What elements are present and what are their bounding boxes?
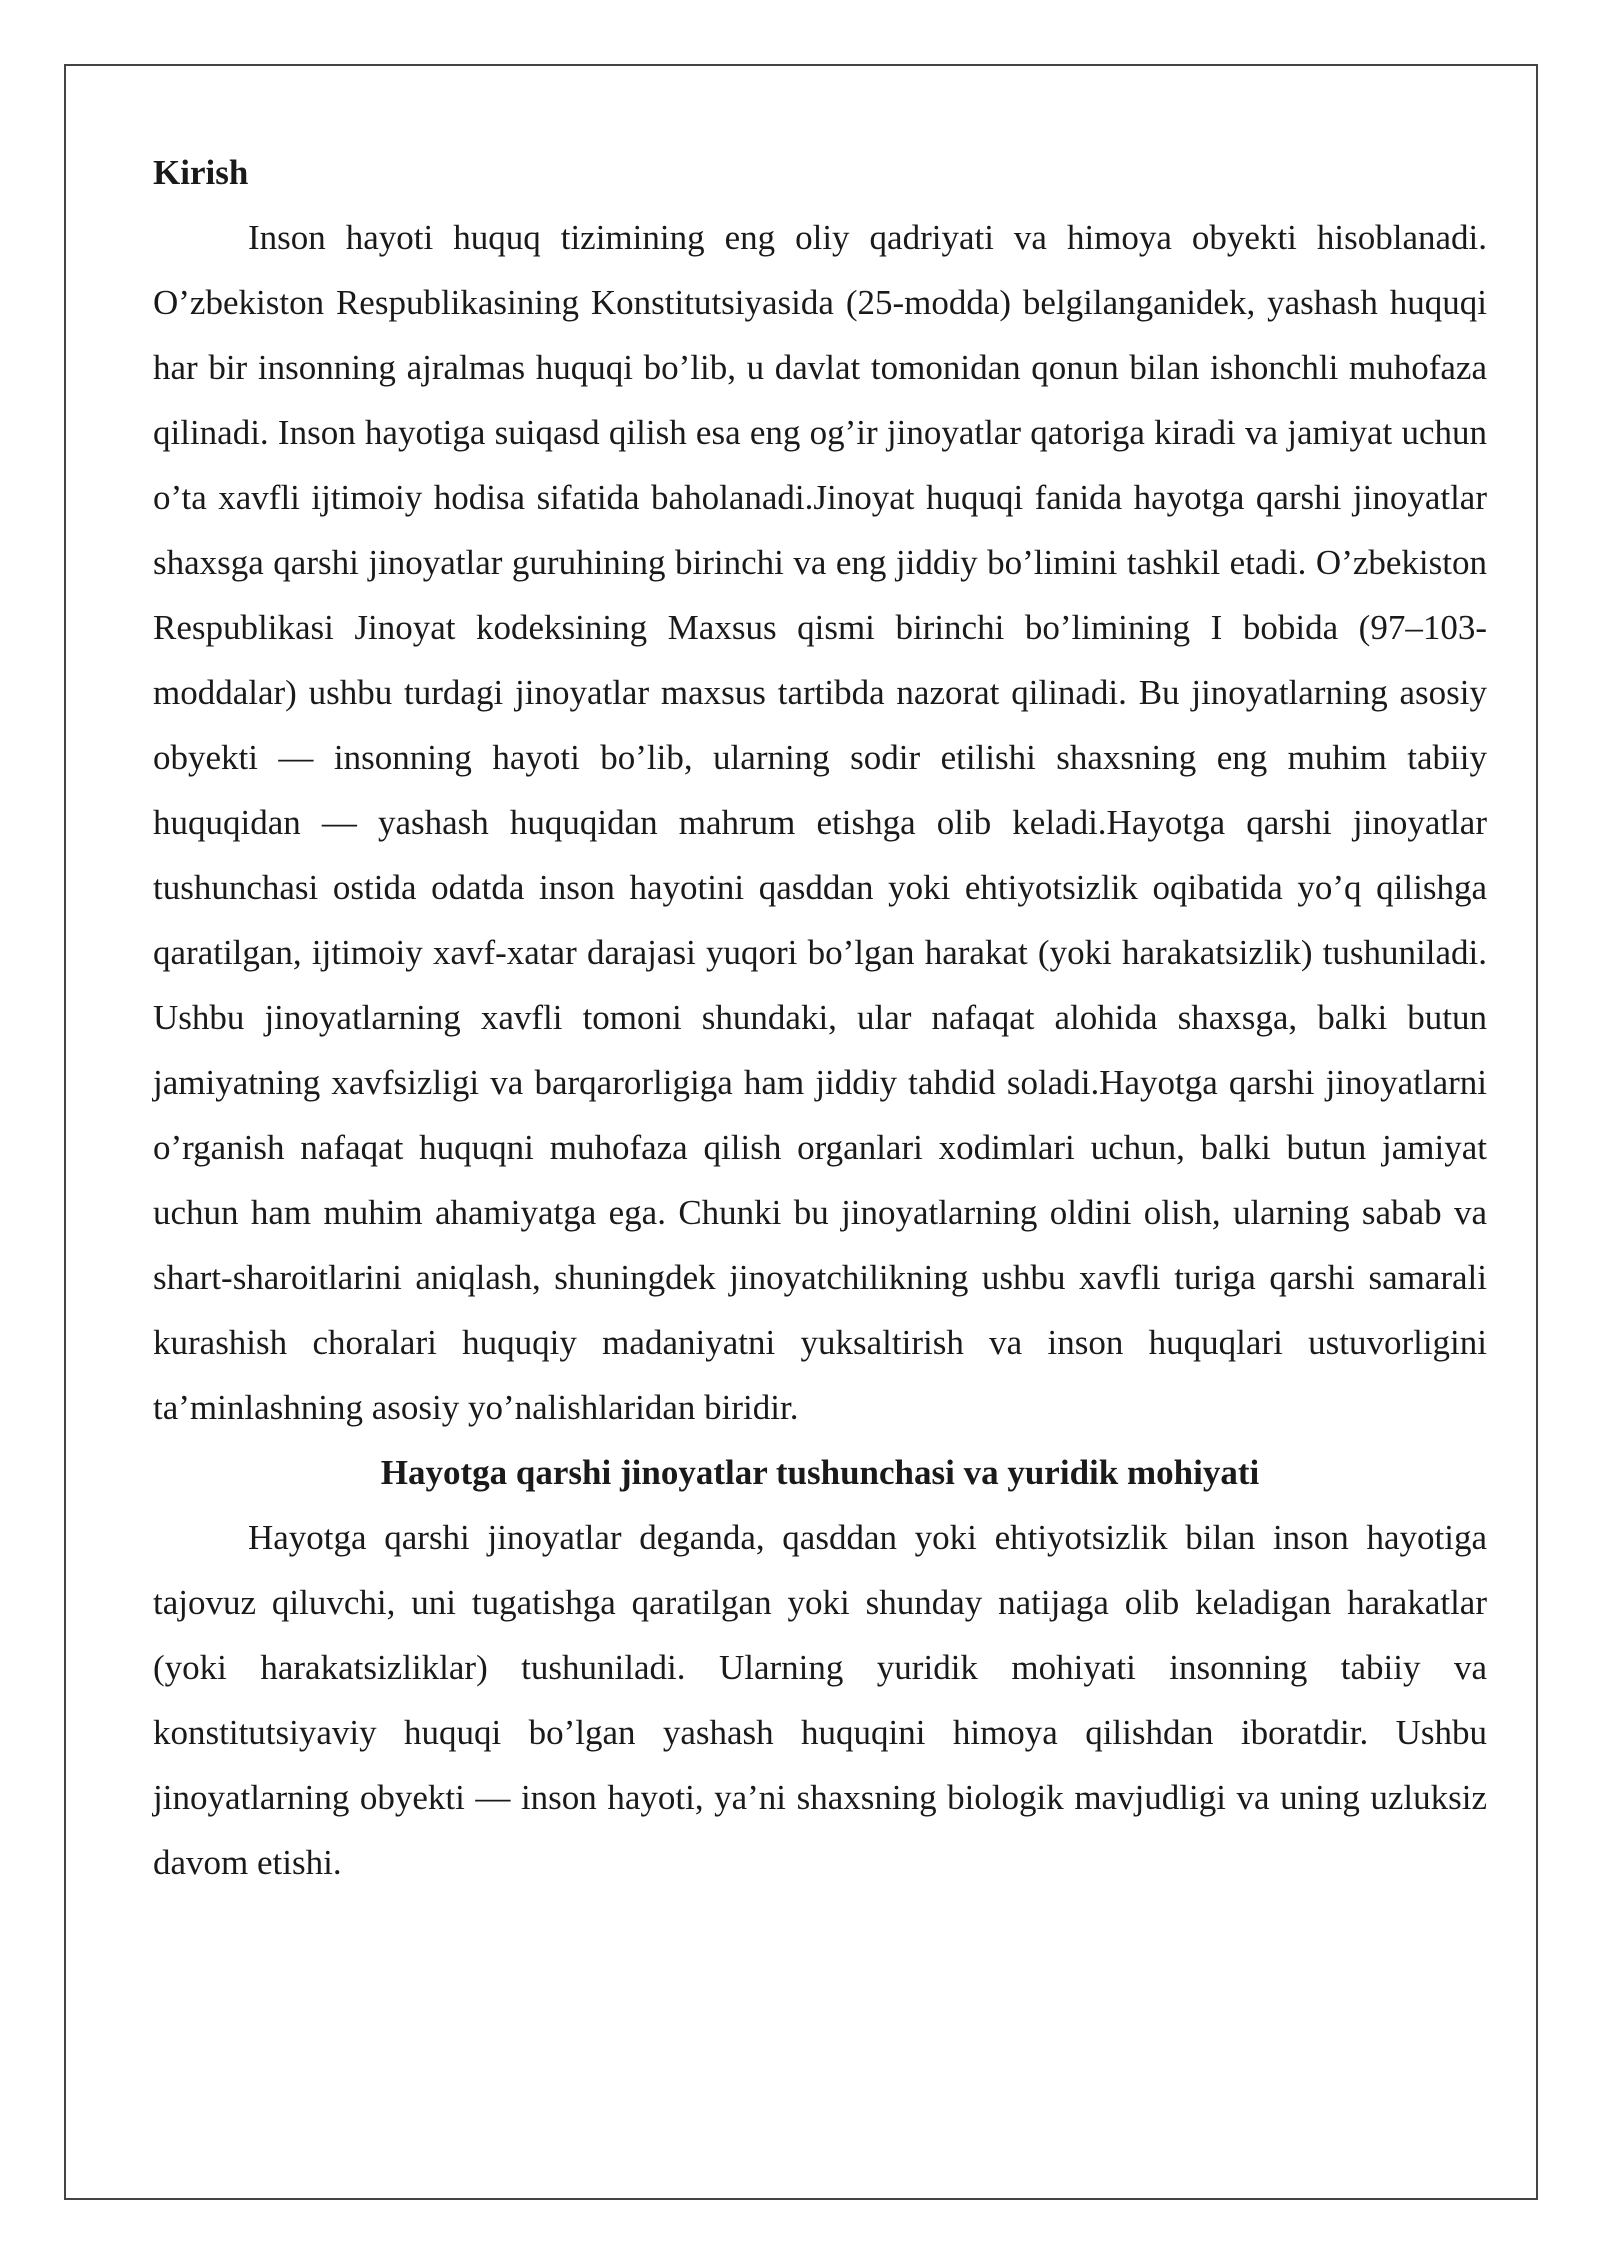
section-heading: Hayotga qarshi jinoyatlar tushunchasi va yuridik mohiyati [380, 1453, 1260, 1492]
section-paragraph: Hayotga qarshi jinoyatlar deganda, qasddan yoki ehtiyotsizlik bilan inson hayotiga tajovuz qiluvchi, uni tugatishga qaratilgan yoki shunday natijaga olib keladigan harakatlar (yoki harakatsizliklar) tushuniladi. Ularning yuridik mohiyati insonning tabiiy va konstitutsiyaviy huquqi bo’lgan yashash huquqini himoya qilishdan iboratdir. Ushbu jinoyatlarning obyekti — inson hayoti, ya’ni shaxsning biologik mavjudligi va uning uzluksiz davom etishi. [153, 1518, 1487, 1882]
document-body [153, 140, 1487, 1895]
intro-heading: Kirish [153, 153, 249, 192]
intro-paragraph: Inson hayoti huquq tizimining eng oliy qadriyati va himoya obyekti hisoblanadi. O’zbekiston Respublikasining Konstitutsiyasida (25-modda) belgilanganidek, yashash huquqi har bir insonning ajralmas huquqi bo’lib, u davlat tomonidan qonun bilan ishonchli muhofaza qilinadi. Inson hayotiga suiqasd qilish esa eng og’ir jinoyatlar qatoriga kiradi va jamiyat uchun o’ta xavfli ijtimoiy hodisa sifatida baholanadi.Jinoyat huquqi fanida hayotga qarshi jinoyatlar shaxsga qarshi jinoyatlar guruhining birinchi va eng jiddiy bo’limini tashkil etadi. O’zbekiston Respublikasi Jinoyat kodeksining Maxsus qismi birinchi bo’limining I bobida (97–103-moddalar) ushbu turdagi jinoyatlar maxsus tartibda nazorat qilinadi. Bu jinoyatlarning asosiy obyekti — insonning hayoti bo’lib, ularning sodir etilishi shaxsning eng muhim tabiiy huquqidan — yashash huquqidan mahrum etishga olib keladi.Hayotga qarshi jinoyatlar tushunchasi ostida odatda inson hayotini qasddan yoki ehtiyotsizlik oqibatida yo’q qilishga qaratilgan, ijtimoiy xavf-xatar darajasi yuqori bo’lgan harakat (yoki harakatsizlik) tushuniladi. Ushbu jinoyatlarning xavfli tomoni shundaki, ular nafaqat alohida shaxsga, balki butun jamiyatning xavfsizligi va barqarorligiga ham jiddiy tahdid soladi.Hayotga qarshi jinoyatlarni o’rganish nafaqat huquqni muhofaza qilish organlari xodimlari uchun, balki butun jamiyat uchun ham muhim ahamiyatga ega. Chunki bu jinoyatlarning oldini olish, ularning sabab va shart-sharoitlarini aniqlash, shuningdek jinoyatchilikning ushbu xavfli turiga qarshi samarali kurashish choralari huquqiy madaniyatni yuksaltirish va inson huquqlari ustuvorligini ta’minlashning asosiy yo’nalishlaridan biridir. [153, 218, 1487, 1427]
